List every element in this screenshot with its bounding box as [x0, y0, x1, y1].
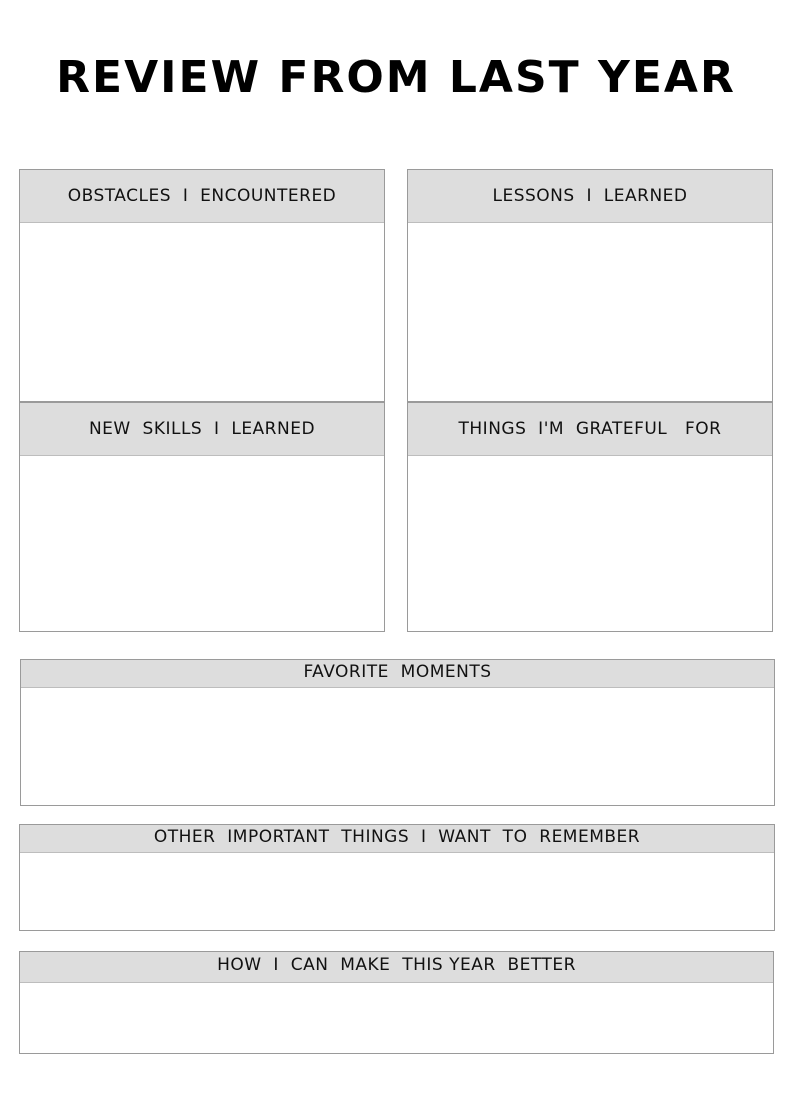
grateful-writing-area[interactable]: [408, 456, 772, 631]
new-skills-writing-area[interactable]: [20, 456, 384, 631]
remember-section: [19, 824, 775, 931]
favorite-moments-writing-area[interactable]: [21, 688, 774, 805]
better-year-writing-area[interactable]: [20, 983, 773, 1053]
new-skills-header: NEW SKILLS I LEARNED: [20, 403, 384, 456]
obstacles-header: OBSTACLES I ENCOUNTERED: [20, 170, 384, 223]
favorite-moments-section: [20, 659, 775, 806]
new-skills-section: [19, 402, 385, 632]
better-year-header: HOW I CAN MAKE THIS YEAR BETTER: [20, 952, 773, 983]
remember-header: OTHER IMPORTANT THINGS I WANT TO REMEMBER: [20, 825, 774, 853]
favorite-moments-header: FAVORITE MOMENTS: [21, 660, 774, 688]
obstacles-writing-area[interactable]: [20, 223, 384, 401]
lessons-writing-area[interactable]: [408, 223, 772, 401]
grateful-section: [407, 402, 773, 632]
lessons-header: LESSONS I LEARNED: [408, 170, 772, 223]
grateful-header: THINGS I'M GRATEFUL FOR: [408, 403, 772, 456]
page-title: REVIEW FROM LAST YEAR: [56, 52, 736, 103]
lessons-section: [407, 169, 773, 402]
obstacles-section: [19, 169, 385, 402]
remember-writing-area[interactable]: [20, 853, 774, 930]
better-year-section: [19, 951, 774, 1054]
